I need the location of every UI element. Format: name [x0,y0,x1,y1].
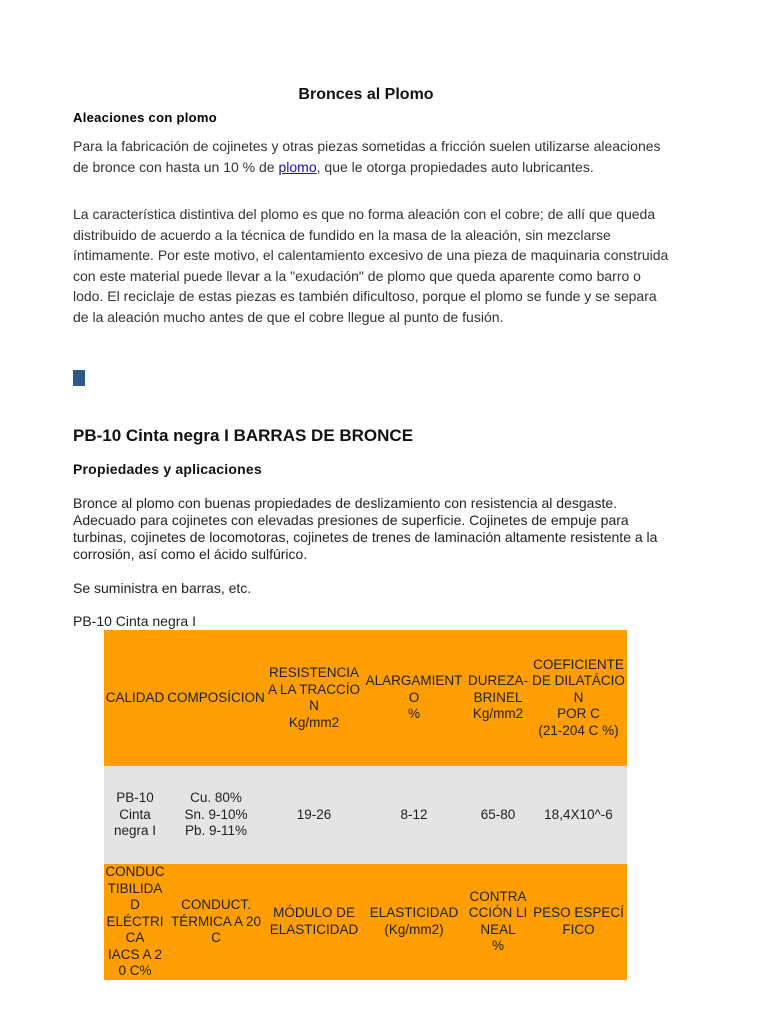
table-caption: PB-10 Cinta negra I [73,613,196,629]
product-heading: PB-10 Cinta negra I BARRAS DE BRONCE [73,426,414,445]
table-cell: 65-80 [466,766,530,864]
lead-paragraph: La característica distintiva del plomo es que no forma aleación con el cobre; de allí que queda distribuido de acuerdo a la técnica de fundido en la masa de la aleación, sin mezclarse íntimamente. Por este motivo, el calentamiento excesivo de una pieza de maquinaria construida con este material puede llevar a la "exudación" de plomo que queda aparente como barro o lodo. El reciclaje de estas piezas es también dificultoso, porque el plomo se funde y se separa de la aleación mucho antes de que el cobre llegue al punto de fusión. [73,206,669,325]
table-cell: Cu. 80% Sn. 9-10% Pb. 9-11% [166,766,266,864]
header-cell: DUREZA-BRINEL Kg/mm2 [466,630,530,766]
header-cell: CONDUCT. TÉRMICA A 20 C [166,864,266,980]
properties-heading: Propiedades y aplicaciones [73,461,262,477]
header-cell: MÓDULO DE ELASTICIDAD [266,864,362,980]
header-cell: PESO ESPECÍFICO [530,864,627,980]
header-cell: RESISTENCIA A LA TRACCÍON Kg/mm2 [266,630,362,766]
plomo-link[interactable]: plomo [278,158,317,175]
header-cell: CONDUCTIBILIDAD ELÉCTRICA IACS A 20 C% [105,864,165,978]
image-placeholder-icon [73,370,85,386]
header-cell: ELASTICIDAD (Kg/mm2) [362,864,466,980]
properties-table [104,630,627,980]
supply-paragraph: Se suministra en barras, etc. [73,580,252,596]
table-cell: PB-10 Cinta negra I [104,766,166,864]
header-cell: ALARGAMIENTO % [362,630,466,766]
table-cell: 8-12 [362,766,466,864]
properties-paragraph: Bronce al plomo con buenas propiedades de deslizamiento con resistencia al desgaste. Adecuado para cojinetes con elevadas presiones de superficie. Cojinetes de empuje para turbinas, cojinetes de locomotoras, cojinetes de trenes de laminación altamente resistente a la corrosión, así como el ácido sulfúrico. [73,495,658,562]
intro-text-before: Para la fabricación de cojinetes y otras piezas sometidas a fricción suelen utilizarse aleaciones de bronce con hasta un 10 % de [73,138,661,175]
intro-paragraph [73,136,673,177]
table-cell: 19-26 [266,766,362,864]
table-row [104,766,627,864]
header-cell: COMPOSÍCION [166,630,266,766]
header-cell: CALIDAD [104,630,166,766]
table-header-row [104,630,627,766]
intro-text-after: , que le otorga propiedades auto lubricantes. [316,158,594,175]
table-cell: 18,4X10^-6 [530,766,627,864]
section-subtitle: Aleaciones con plomo [73,110,217,125]
table-header-row-2 [104,864,627,980]
header-cell: CONTRACCIÓN LINEAL % [466,864,530,980]
header-cell: COEFICIENTE DE DILATÁCION POR C (21-204 C %) [530,630,627,766]
page-title: Bronces al Plomo [298,86,434,103]
